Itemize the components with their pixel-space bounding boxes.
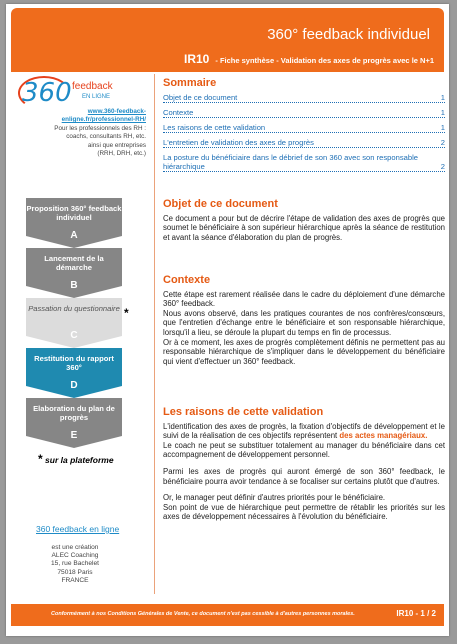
toc-item[interactable]: La posture du bénéficiaire dans le débrief de son 360 avec son responsable hiérarchique 2 bbox=[163, 153, 445, 171]
footer-note: Conformément à nos Conditions Générales de Vente, ce document n'est pas cessible à d'autres personnes morales. bbox=[51, 611, 355, 617]
address-line: ALEC Coaching bbox=[51, 552, 99, 560]
step-letter: D bbox=[70, 380, 78, 391]
toc-item[interactable]: Objet de ce document 1 bbox=[163, 93, 445, 102]
process-step-a bbox=[26, 198, 122, 248]
document-code: IR10 bbox=[184, 52, 210, 66]
section-heading: Objet de ce document bbox=[163, 198, 278, 210]
brand-link[interactable]: 360 feedback en ligne bbox=[36, 524, 120, 534]
site-link[interactable]: www.360-feedback-enligne.fr/professionnel-RH/ bbox=[61, 108, 146, 124]
audience-info bbox=[20, 108, 146, 158]
paragraph: Le coach ne peut se substituer totalement au manager du bénéficiaire dans cet accompagnement de développement personnel. bbox=[163, 440, 445, 460]
address-line: FRANCE bbox=[61, 576, 89, 584]
platform-note-text: sur la plateforme bbox=[45, 455, 114, 465]
logo-number: 360 bbox=[22, 78, 72, 108]
paragraph: Or, le manager peut définir d'autres priorités pour le bénéficiaire. bbox=[163, 493, 386, 503]
address-line: est une création bbox=[51, 544, 99, 551]
page-footer bbox=[11, 604, 444, 626]
process-step-c bbox=[26, 298, 122, 348]
paragraph: Parmi les axes de progrès qui auront émergé de son 360° feedback, le bénéficiaire pourra avoir tendance à se focaliser sur certains plutôt que d'autres. bbox=[163, 466, 445, 486]
subtitle-text: - Fiche synthèse - Validation des axes de progrès avec le N+1 bbox=[215, 56, 434, 65]
company-address bbox=[20, 544, 130, 585]
logo-word: feedback bbox=[72, 81, 113, 92]
paragraph: Son point de vue de hiérarchique peut permettre de rétablir les priorités sur les axes de développement nécessaires à l'évolution du bénéficiaire. bbox=[163, 502, 445, 522]
section-heading: Les raisons de cette validation bbox=[163, 406, 324, 418]
audience-line: (RRH, DRH, etc.) bbox=[97, 150, 146, 158]
page-number: IR10 - 1 / 2 bbox=[396, 609, 436, 618]
address-line: 75018 Paris bbox=[57, 568, 93, 576]
highlight-text: des actes managériaux. bbox=[339, 431, 428, 441]
step-label: Proposition 360° feedback individuel bbox=[26, 204, 122, 222]
section-heading: Contexte bbox=[163, 274, 211, 286]
logo-suffix: EN LIGNE bbox=[82, 94, 111, 100]
section-objet bbox=[163, 200, 445, 249]
brand-logo bbox=[16, 78, 142, 110]
paragraph: Or à ce moment, les axes de progrès complètement définis ne permettent pas au responsable hiérarchique de s'impliquer dans le développement du bénéficiaire qui vient d'effectuer un 360° feedback. bbox=[163, 337, 445, 366]
process-step-b bbox=[26, 248, 122, 298]
section-raisons bbox=[163, 408, 445, 529]
paragraph: Nous avons observé, dans les pratiques courantes de nos confrères/consœurs, que l'entretien d'échange entre le bénéficiaire et son responsable hiérarchique, lorsqu'il a lieu, se déroule la plupart du temps en fin de processus. bbox=[163, 308, 445, 337]
step-letter: A bbox=[70, 230, 78, 241]
toc-heading: Sommaire bbox=[163, 77, 217, 89]
section-contexte bbox=[163, 276, 445, 373]
asterisk-icon: * bbox=[124, 306, 129, 320]
step-label: Lancement de la démarche bbox=[44, 254, 104, 272]
step-letter: E bbox=[70, 430, 78, 441]
document-subtitle bbox=[184, 52, 434, 66]
page-header bbox=[11, 8, 444, 72]
paragraph: Ce document a pour but de décrire l'étape de validation des axes de progrès que soumet le bénéficiaire à son supérieur hiérarchique après la séance de restitution et avant la séance d'élaboration du plan de progrès. bbox=[163, 213, 445, 242]
process-step-d bbox=[26, 348, 122, 398]
column-divider bbox=[154, 74, 155, 594]
toc-item[interactable]: Contexte 1 bbox=[163, 108, 445, 117]
toc-item[interactable]: Les raisons de cette validation 1 bbox=[163, 123, 445, 132]
platform-note: * sur la plateforme bbox=[38, 452, 114, 466]
paragraph: Cette étape est rarement réalisée dans le cadre du déploiement d'une démarche 360° feedback. bbox=[163, 289, 445, 309]
paragraph: L'identification des axes de progrès, la fixation d'objectifs de développement et le suivi de la réalisation de ces objectifs représentent bbox=[163, 421, 445, 441]
document-page bbox=[6, 4, 449, 636]
table-of-contents bbox=[163, 77, 445, 177]
step-label: Restitution du rapport 360° bbox=[34, 354, 114, 372]
step-letter: C bbox=[70, 330, 78, 341]
audience-line: coachs, consultants RH, etc. bbox=[66, 133, 146, 141]
toc-item[interactable]: L'entretien de validation des axes de progrès 2 bbox=[163, 138, 445, 147]
step-label: Passation du questionnaire bbox=[28, 304, 120, 313]
step-label: Elaboration du plan de progrès bbox=[33, 404, 115, 422]
audience-line: ainsi que entreprises bbox=[87, 141, 146, 149]
audience-line: Pour les professionnels des RH : bbox=[54, 124, 146, 132]
process-step-e bbox=[26, 398, 122, 448]
step-letter: B bbox=[70, 280, 78, 291]
document-title: 360° feedback individuel bbox=[267, 26, 430, 43]
address-line: 15, rue Bachelet bbox=[50, 560, 100, 568]
